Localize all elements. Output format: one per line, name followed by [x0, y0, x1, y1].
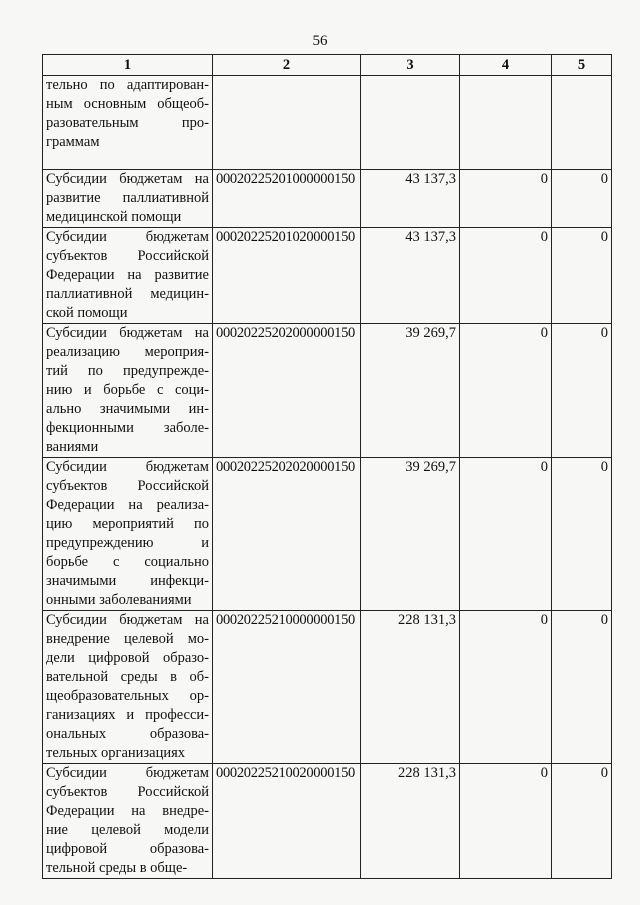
name-line: реализацию мероприя- — [46, 344, 209, 360]
name-line: вательной среды в об- — [46, 669, 209, 685]
name-line: ние целевой модели — [46, 822, 209, 838]
row-code-cell: 00020225210000000150 — [213, 611, 361, 764]
table-row — [43, 324, 612, 458]
name-line: тельных организациях — [46, 745, 186, 761]
row-name-cell — [43, 764, 213, 879]
row-value-col5: 0 — [552, 228, 612, 324]
name-line: субъектов Российской — [46, 784, 209, 800]
name-line: Федерации на внедре- — [46, 803, 209, 819]
row-code-cell: 00020225202000000150 — [213, 324, 361, 458]
name-line: Субсидии бюджетам — [46, 229, 209, 245]
name-line: разовательным про- — [46, 115, 209, 131]
name-line: нию и борьбе с соци- — [46, 382, 209, 398]
row-value-col3: 39 269,7 — [361, 324, 460, 458]
name-line: ской помощи — [46, 305, 128, 321]
row-value-col4: 0 — [460, 324, 552, 458]
name-line: граммам — [46, 134, 100, 150]
name-line: паллиативной медицин- — [46, 286, 209, 302]
name-line: ональных образова- — [46, 726, 209, 742]
row-value-col3: 43 137,3 — [361, 228, 460, 324]
row-name-cell — [43, 76, 213, 170]
name-line: медицинской помощи — [46, 209, 182, 225]
row-name-cell — [43, 458, 213, 611]
budget-table — [42, 54, 612, 879]
row-code-cell: 00020225201020000150 — [213, 228, 361, 324]
name-line: щеобразовательных ор- — [46, 688, 209, 704]
name-line: Субсидии бюджетам на — [46, 171, 209, 187]
name-line: Субсидии бюджетам на — [46, 612, 209, 628]
name-line: Субсидии бюджетам — [46, 459, 209, 475]
table-body — [43, 76, 612, 879]
name-line: Субсидии бюджетам на — [46, 325, 209, 341]
name-line: цифровой образова- — [46, 841, 209, 857]
row-value-col3: 39 269,7 — [361, 458, 460, 611]
name-line: значимыми инфекци- — [46, 573, 209, 589]
row-value-col5: 0 — [552, 458, 612, 611]
column-header-5: 5 — [552, 55, 612, 76]
name-line: ваниями — [46, 439, 99, 455]
row-code-cell: 00020225210020000150 — [213, 764, 361, 879]
page-number: 56 — [312, 33, 328, 49]
row-value-col5: 0 — [552, 170, 612, 228]
name-line: ным основным общеоб- — [46, 96, 209, 112]
name-line: борьбе с социально — [46, 554, 209, 570]
row-code-cell — [213, 76, 361, 170]
table-row — [43, 764, 612, 879]
row-name-cell — [43, 228, 213, 324]
header-row — [43, 55, 612, 76]
row-name-cell — [43, 611, 213, 764]
table-row — [43, 458, 612, 611]
name-line: ганизациях и професси- — [46, 707, 209, 723]
row-value-col4 — [460, 76, 552, 170]
row-value-col5: 0 — [552, 764, 612, 879]
column-header-2: 2 — [213, 55, 361, 76]
name-line: Субсидии бюджетам — [46, 765, 209, 781]
name-line: тельной среды в обще- — [46, 860, 188, 876]
row-name-cell — [43, 170, 213, 228]
name-line: цию мероприятий по — [46, 516, 209, 532]
row-name-cell — [43, 324, 213, 458]
row-value-col4: 0 — [460, 458, 552, 611]
table-row — [43, 228, 612, 324]
name-line: ально значимыми ин- — [46, 401, 209, 417]
row-value-col3: 228 131,3 — [361, 764, 460, 879]
name-line: предупреждению и — [46, 535, 209, 551]
table-row — [43, 170, 612, 228]
name-line: дели цифровой образо- — [46, 650, 209, 666]
row-value-col5: 0 — [552, 324, 612, 458]
name-line: субъектов Российской — [46, 478, 209, 494]
row-value-col4: 0 — [460, 170, 552, 228]
row-value-col3 — [361, 76, 460, 170]
column-header-1: 1 — [43, 55, 213, 76]
name-line: онными заболеваниями — [46, 592, 192, 608]
name-line: тий по предупрежде- — [46, 363, 209, 379]
table-row — [43, 76, 612, 170]
name-line: развитие паллиативной — [46, 190, 209, 206]
column-header-3: 3 — [361, 55, 460, 76]
name-line: субъектов Российской — [46, 248, 209, 264]
row-value-col4: 0 — [460, 611, 552, 764]
row-code-cell: 00020225202020000150 — [213, 458, 361, 611]
name-line: фекционными заболе- — [46, 420, 209, 436]
name-line: внедрение целевой мо- — [46, 631, 209, 647]
row-value-col3: 43 137,3 — [361, 170, 460, 228]
name-line: Федерации на реализа- — [46, 497, 209, 513]
column-header-4: 4 — [460, 55, 552, 76]
row-value-col4: 0 — [460, 764, 552, 879]
row-value-col3: 228 131,3 — [361, 611, 460, 764]
table-header — [43, 55, 612, 76]
table-row — [43, 611, 612, 764]
row-code-cell: 00020225201000000150 — [213, 170, 361, 228]
name-line: Федерации на развитие — [46, 267, 209, 283]
row-value-col5 — [552, 76, 612, 170]
row-value-col4: 0 — [460, 228, 552, 324]
name-line: тельно по адаптирован- — [46, 77, 209, 93]
row-value-col5: 0 — [552, 611, 612, 764]
